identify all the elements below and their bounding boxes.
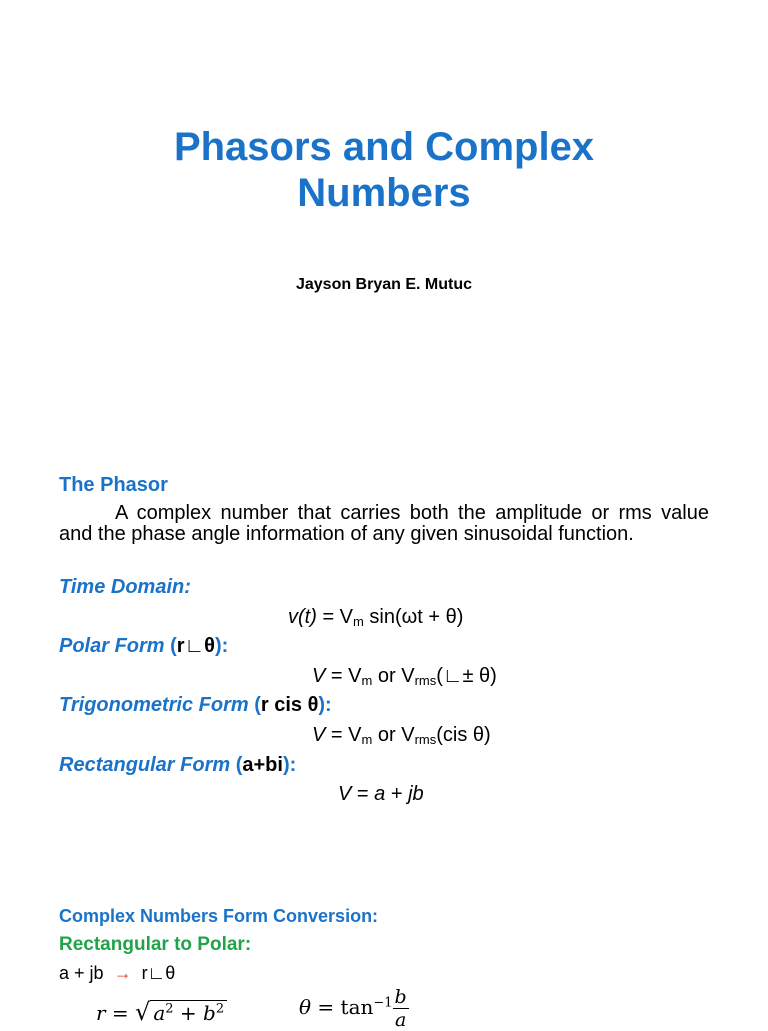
formula-rest: (∟± θ) xyxy=(436,665,497,687)
time-domain-label: Time Domain: xyxy=(59,576,191,598)
formula-lhs: V xyxy=(312,724,326,746)
r-formula xyxy=(96,998,227,1026)
theta-formula xyxy=(299,986,409,1031)
polar-formula xyxy=(312,665,497,688)
trig-notation: r cis θ xyxy=(260,694,319,716)
rect-notation: a+bi xyxy=(242,754,283,776)
exponent: 2 xyxy=(165,1001,174,1017)
polar-form-name: Polar Form xyxy=(59,635,165,657)
title-line-2: Numbers xyxy=(297,171,471,215)
sqrt-icon: √ xyxy=(135,998,151,1026)
mapping-left: a + jb xyxy=(59,963,104,983)
formula-lhs: v(t) xyxy=(288,606,317,628)
formula-mid: or V xyxy=(372,724,415,746)
polar-notation: r∟θ xyxy=(176,635,215,657)
formula-plus: + xyxy=(385,783,409,805)
conversion-subheading: Rectangular to Polar: xyxy=(59,934,252,955)
paren-open: ( xyxy=(230,754,243,776)
plus-sign: + xyxy=(173,1001,204,1025)
phasor-definition xyxy=(59,503,709,545)
formula-mid: or V xyxy=(372,665,415,687)
r-symbol: r xyxy=(96,1001,106,1025)
equals-sign: = xyxy=(311,995,341,1019)
formula-eq: = V xyxy=(325,665,362,687)
formula-rest: (cis θ) xyxy=(436,724,491,746)
formula-lhs: V xyxy=(312,665,326,687)
paren-open: ( xyxy=(164,635,177,657)
phasor-heading: The Phasor xyxy=(59,474,168,496)
tan-function: tan xyxy=(340,995,374,1019)
equals-sign: = xyxy=(105,1001,136,1025)
trig-form-label xyxy=(59,694,332,717)
sqrt-radicand xyxy=(150,1000,227,1025)
formula-eq: = V xyxy=(325,724,362,746)
exponent: 2 xyxy=(215,1001,225,1017)
paren-open: ( xyxy=(248,694,261,716)
fraction-numerator: b xyxy=(394,986,407,1008)
rect-formula xyxy=(338,783,424,806)
polar-form-label xyxy=(59,635,228,658)
paren-close: ): xyxy=(282,754,297,776)
title-line-1: Phasors and Complex xyxy=(173,125,595,169)
theta-symbol: θ xyxy=(299,995,312,1019)
formula-eq: = xyxy=(351,783,375,805)
author-name: Jayson Bryan E. Mutuc xyxy=(295,276,473,293)
formula-a: a xyxy=(374,783,386,805)
formula-subscript: m xyxy=(361,732,373,747)
fraction xyxy=(393,986,409,1031)
fraction-denominator: a xyxy=(394,1009,407,1031)
formula-subscript: m xyxy=(361,673,373,688)
paren-close: ): xyxy=(318,694,332,716)
rect-form-label xyxy=(59,754,296,777)
paren-close: ): xyxy=(214,635,229,657)
trig-form-name: Trigonometric Form xyxy=(59,694,249,716)
page-title xyxy=(0,124,768,216)
formula-subscript: rms xyxy=(414,673,437,688)
formula-subscript: m xyxy=(353,614,364,629)
formula-eq: = V xyxy=(316,606,354,628)
formula-jb: jb xyxy=(408,783,424,805)
inverse-exponent: −1 xyxy=(373,995,393,1011)
rect-form-name: Rectangular Form xyxy=(59,754,231,776)
formula-rest: sin(ωt + θ) xyxy=(363,606,464,628)
phasor-definition-text: A complex number that carries both the amplitude or rms value and the phase angle information of any given sinusoidal function. xyxy=(59,502,709,545)
b-symbol: b xyxy=(203,1001,216,1025)
formula-lhs: V xyxy=(338,783,352,805)
arrow-right-icon: → xyxy=(113,963,132,983)
a-symbol: a xyxy=(153,1001,166,1025)
trig-formula xyxy=(312,724,491,747)
conversion-mapping xyxy=(59,963,175,984)
formula-subscript: rms xyxy=(414,732,437,747)
mapping-right: r∟θ xyxy=(141,963,176,983)
time-domain-formula xyxy=(288,606,463,629)
conversion-heading: Complex Numbers Form Conversion: xyxy=(59,906,379,926)
